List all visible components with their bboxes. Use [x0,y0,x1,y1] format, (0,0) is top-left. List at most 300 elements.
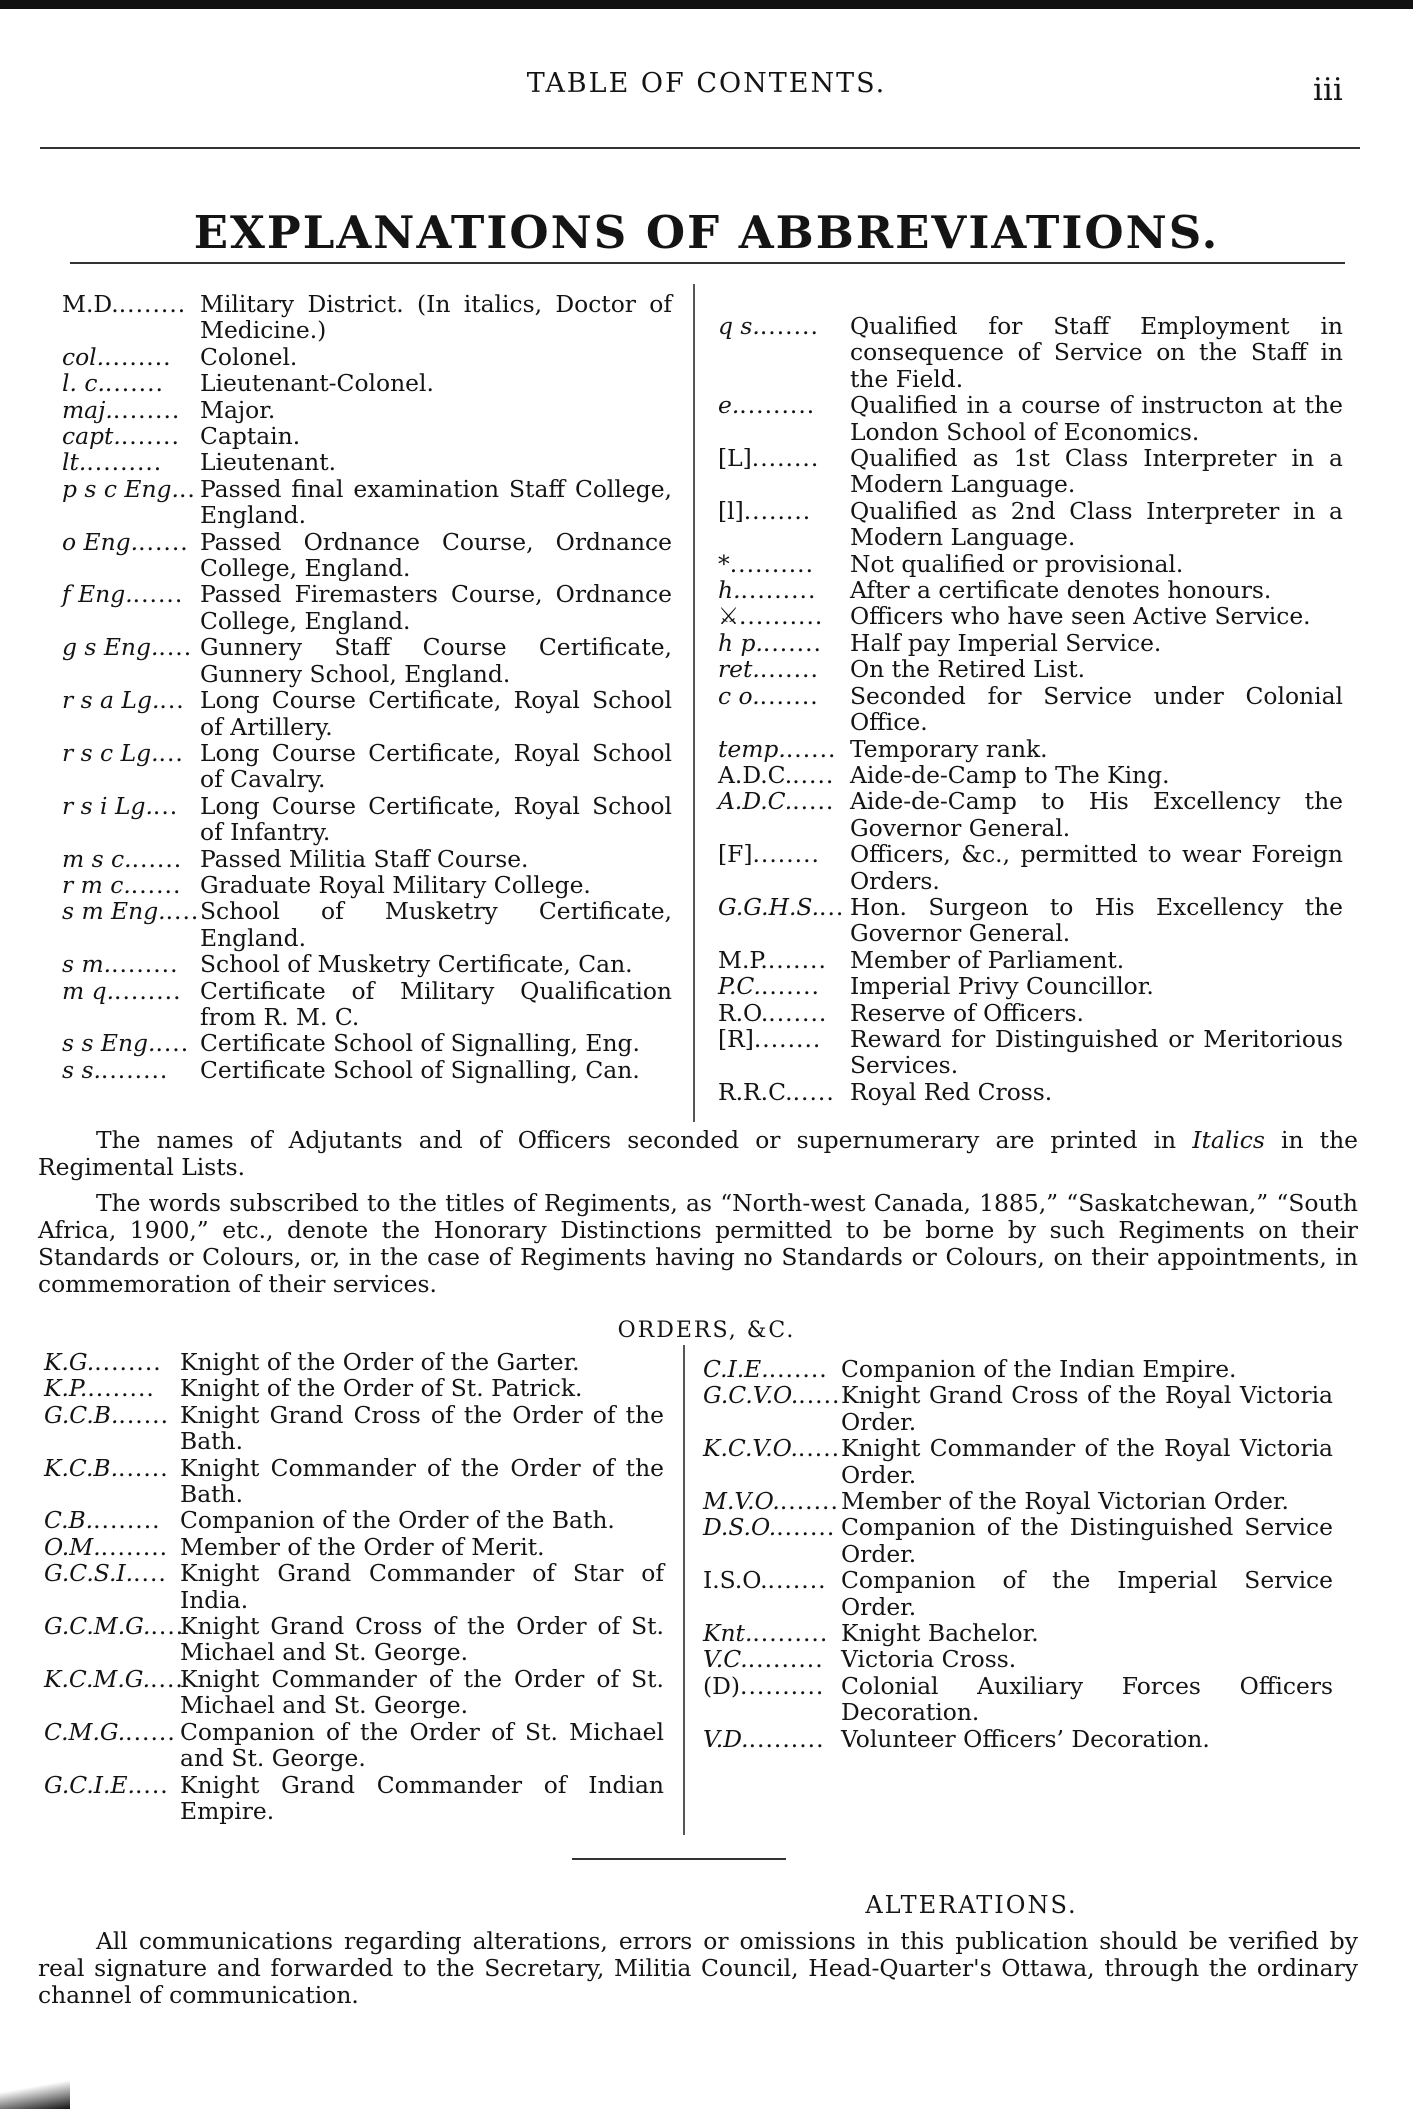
abbreviation [718,736,850,762]
column-divider [693,284,695,1122]
abbreviations-right-entry [718,630,1343,656]
definition: Knight Commander of the Royal Victoria Order. [841,1434,1333,1489]
abbreviations-left-entry [62,687,672,740]
leader-dots: .... [133,1559,167,1588]
abbreviation [718,630,850,656]
definition: Seconded for Service under Colonial Office. [850,681,1343,737]
leader-dots: ........ [94,1348,162,1376]
italics-note [38,1127,1358,1181]
abbreviation-code: K.P. [44,1374,88,1403]
orders-right-entry [703,1620,1333,1646]
definition: Qualified as 2nd Class Interpreter in a Modern Language. [850,496,1343,552]
leader-dots: ....... [759,312,819,340]
leader-dots: ......... [740,576,817,605]
definition: Passed final examination Staff College, England. [200,474,672,530]
orders-right-entry [703,1646,1333,1672]
definition: Aide-de-Camp to The King. [850,760,1170,789]
abbreviations-left-entry [62,846,672,872]
abbreviations-right-entry [718,683,1343,736]
leader-dots: ....... [759,681,819,710]
definition: Knight of the Order of St. Patrick. [180,1374,583,1403]
page-title: EXPLANATIONS OF ABBREVIATIONS. [193,206,1220,259]
leader-dots: ........ [100,1055,169,1084]
abbreviation [62,529,200,555]
abbreviations-left-column [62,291,672,1083]
orders-left-entry [44,1402,664,1455]
abbreviation [62,872,200,898]
definition: School of Musketry Certificate, England. [200,897,672,952]
orders-right-entry [703,1356,1333,1382]
definition: Royal Red Cross. [850,1077,1053,1106]
abbreviation [44,1664,184,1693]
title-rule [70,262,1345,264]
abbreviation [62,449,200,475]
abbreviation-code: temp. [718,734,786,763]
definition: Qualified for Staff Employment in consequence of Service on the Staff in the Field. [850,312,1343,393]
abbreviation-code: D.S.O. [703,1513,777,1542]
definition: Knight of the Order of the Garter. [180,1348,580,1376]
definition: Gunnery Staff Course Certificate, Gunnery School, England. [200,633,672,688]
definition: Member of Parliament. [850,945,1125,974]
definition: Certificate School of Signalling, Can. [200,1055,640,1084]
definition: Major. [200,395,276,424]
section-rule [572,1858,786,1860]
abbreviations-left-entry [62,1057,672,1083]
definition: Qualified in a course of instructon at the London School of Economics. [850,391,1343,446]
abbreviation [718,656,850,682]
abbreviation-code: e. [718,391,740,420]
abbreviation [62,344,200,370]
abbreviation-code: I.S.O. [703,1566,768,1595]
abbreviations-right-entry [718,947,1343,973]
leader-dots: ........ [87,1374,155,1403]
leader-dots: ..... [798,1381,841,1410]
abbreviations-left-entry [62,951,672,977]
definition: Military District. (In italics, Doctor of Medicine.) [200,290,672,345]
abbreviation [44,1402,180,1428]
leader-dots: ........ [752,840,820,869]
definition: Officers who have seen Active Service. [850,602,1311,631]
abbreviation-code: Knt. [703,1619,753,1648]
abbreviation-code: C.M.G. [44,1717,126,1746]
orders-right-entry [703,1382,1333,1435]
orders-left-entry [44,1507,664,1533]
definition: Long Course Certificate, Royal School of Artillery. [200,686,672,741]
leader-dots: ......... [748,1724,825,1753]
definition: Long Course Certificate, Royal School of Infantry. [200,791,672,847]
definition: Member of the Order of Merit. [180,1532,545,1561]
abbreviation-code: R.R.C. [718,1077,793,1106]
page-top-edge [0,0,1413,9]
definition: Certificate School of Signalling, Eng. [200,1029,640,1058]
abbreviation-code: K.C.V.O. [703,1434,798,1463]
abbreviation-code: P.C. [718,972,761,1001]
abbreviation [703,1620,841,1646]
abbreviation [62,291,200,317]
orders-left-entry [44,1534,664,1560]
abbreviation [718,683,850,709]
orders-right-entry [703,1726,1333,1752]
abbreviation [703,1356,841,1382]
leader-dots: .......... [738,602,824,631]
abbreviation-code: A.D.C. [718,760,793,789]
running-head: TABLE OF CONTENTS. [526,68,887,99]
abbreviation-code: col. [62,342,105,371]
abbreviation-code: G.C.M.G. [44,1612,151,1641]
definition: Qualified as 1st Class Interpreter in a Modern Language. [850,444,1343,499]
abbreviation [62,793,200,819]
abbreviation-code: o Eng. [62,527,139,556]
italics-note-text: The names of Adjutants and of Officers seconded or supernumerary are printed in Italics in the Regimental Lists. [38,1126,1358,1181]
alterations-heading: ALTERATIONS. [865,1891,1078,1919]
definition: Companion of the Order of the Bath. [180,1506,615,1535]
abbreviation [44,1375,180,1401]
abbreviation [44,1719,180,1745]
leader-dots: ........ [118,290,187,318]
page-edge-shadow [0,2073,70,2109]
definition: Volunteer Officers’ Decoration. [841,1724,1210,1753]
abbreviation-code: G.C.B. [44,1400,119,1429]
abbreviation-code: r s c Lg. [62,738,159,767]
abbreviation [44,1772,180,1798]
abbreviations-right-entry [718,788,1343,841]
abbreviation-code: q s. [718,312,760,340]
abbreviation [703,1726,841,1752]
abbreviation [718,498,850,524]
abbreviation-code: K.G. [44,1348,95,1376]
definition: Knight Grand Cross of the Order of the Bath. [180,1400,664,1456]
leader-dots: ....... [776,1513,836,1542]
abbreviations-right-entry [718,445,1343,498]
definition: On the Retired List. [850,655,1086,684]
abbreviation-code: M.D. [62,290,119,318]
abbreviation-code: C.B. [44,1506,94,1535]
abbreviations-right-entry [718,603,1343,629]
orders-left-entry [44,1455,664,1508]
leader-dots: .......... [740,1671,825,1700]
abbreviations-right-entry [718,313,1343,392]
leader-dots: .... [150,1664,184,1693]
abbreviation-code: G.C.S.I. [44,1559,134,1588]
leader-dots: ....... [768,1355,828,1383]
abbreviation-code: h p. [718,628,763,657]
abbreviation-code: G.C.I.E. [44,1770,135,1799]
abbreviations-left-entry [62,370,672,396]
definition: Not qualified or provisional. [850,549,1184,578]
definition: Aide-de-Camp to His Excellency the Governor General. [850,787,1343,842]
definition: Hon. Surgeon to His Excellency the Governor General. [850,892,1343,948]
abbreviations-left-entry [62,1030,672,1056]
leader-dots: ...... [132,580,184,609]
abbreviation [44,1455,180,1481]
leader-dots: ....... [767,945,827,974]
abbreviation [703,1673,841,1699]
abbreviation [718,788,850,814]
abbreviation [62,898,200,924]
abbreviations-right-entry [718,551,1343,577]
leader-dots: ....... [767,1566,827,1595]
definition: School of Musketry Certificate, Can. [200,950,633,979]
definition: Reward for Distinguished or Meritorious Services. [850,1024,1343,1080]
abbreviations-left-entry [62,291,672,344]
abbreviation [718,577,850,603]
leader-dots: ........ [112,395,181,424]
leader-dots: .... [150,1612,185,1641]
abbreviation [62,846,200,872]
abbreviation-code: K.C.B. [44,1453,119,1482]
abbreviation [718,551,850,577]
abbreviation [718,392,850,418]
leader-dots: ........ [114,976,182,1005]
abbreviation [62,370,200,396]
abbreviation-code: g s Eng. [62,633,159,662]
orders-right-entry [703,1567,1333,1620]
definition: Graduate Royal Military College. [200,870,591,899]
abbreviation [718,313,850,339]
leader-dots: ....... [762,628,822,657]
abbreviation-code: * [718,549,730,578]
alterations-text: All communications regarding alterations, errors or omissions in this publication should be verified by real signature and forwarded to the Secretary, Militia Council, Head-Quarter's Ottawa, through the ordinary channel of communication. [38,1927,1358,2009]
abbreviation-code: R.O. [718,998,769,1027]
abbreviations-left-entry [62,978,672,1031]
definition: Passed Firemasters Course, Ordnance College, England. [200,580,672,635]
definition: Knight Commander of the Order of St. Michael and St. George. [180,1664,664,1720]
orders-right-entry [703,1435,1333,1488]
abbreviation [718,1079,850,1105]
abbreviations-left-entry [62,476,672,529]
abbreviations-left-entry [62,581,672,634]
abbreviations-left-entry [62,397,672,423]
abbreviation [44,1507,180,1533]
leader-dots: ..... [797,1434,841,1463]
definition: Captain. [200,422,301,451]
abbreviation-code: r m c. [62,870,131,899]
abbreviation [718,1026,850,1052]
leader-dots: ....... [120,422,180,451]
leader-dots: ....... [779,1487,839,1516]
definition: Reserve of Officers. [850,998,1084,1027]
abbreviation [44,1349,180,1375]
leader-dots: ... [159,686,185,715]
abbreviations-right-entry [718,577,1343,603]
abbreviation-code: M.V.O. [703,1487,780,1516]
abbreviation-code: [l] [718,496,744,525]
definition: Passed Militia Staff Course. [200,844,529,873]
leader-dots: .... [155,1029,190,1058]
leader-dots: ... [158,738,184,767]
abbreviations-left-entry [62,529,672,582]
abbreviation [718,973,850,999]
definition: Knight Bachelor. [841,1619,1039,1648]
orders-left-entry [44,1666,664,1719]
orders-left-entry [44,1613,664,1666]
abbreviations-right-entry [718,1079,1343,1105]
definition: Knight Commander of the Order of the Bath. [180,1453,664,1509]
honours-note: The words subscribed to the titles of Regiments, as “North-west Canada, 1885,” “Saskatchewan,” “South Africa, 1900,” etc., denote the Honorary Distinctions permitted to be borne by such Regiments on their Standards or Colours, or, in the case of Regiments having no Standards or Colours, on their appointments, in commemoration of their services. [38,1189,1358,1298]
abbreviations-left-entry [62,740,672,793]
orders-heading: ORDERS, &C. [617,1318,796,1343]
abbreviation [703,1435,841,1461]
leader-dots: ..... [792,1077,835,1106]
abbreviation-code: M.P. [718,945,768,974]
abbreviation-code: [F] [718,840,753,869]
leader-dots: ...... [785,734,837,763]
leader-dots: ........ [100,1532,169,1561]
abbreviation-code: r s i Lg. [62,791,153,820]
definition: Certificate of Military Qualification from R. M. C. [200,976,672,1031]
abbreviations-right-column [718,313,1343,1105]
abbreviations-right-entry [718,656,1343,682]
leader-dots: ...... [138,527,189,556]
definition: Half pay Imperial Service. [850,628,1162,657]
leader-dots: ........ [111,950,179,979]
abbreviations-right-entry [718,841,1343,894]
abbreviation-code: ⚔ [718,602,739,631]
leader-dots: .. [178,474,196,503]
leader-dots: ... [819,892,845,921]
abbreviations-right-entry [718,736,1343,762]
abbreviation-code: s m Eng. [62,897,166,926]
abbreviation [703,1514,841,1540]
abbreviation-code: V.D. [703,1724,749,1753]
abbreviations-right-entry [718,973,1343,999]
orders-right-entry [703,1514,1333,1567]
abbreviation [703,1646,841,1672]
abbreviations-right-entry [718,498,1343,551]
abbreviation [62,1030,200,1056]
definition: Officers, &c., permitted to wear Foreign Orders. [850,840,1343,895]
leader-dots: ...... [131,844,183,873]
abbreviation [62,476,200,502]
leader-dots: ..... [792,787,835,816]
definition: Passed Ordnance Course, Ordnance College, England. [200,527,672,583]
abbreviation [718,841,850,867]
definition: Member of the Royal Victorian Order. [841,1487,1289,1516]
leader-dots: ..... [792,760,835,789]
abbreviation [44,1612,185,1641]
abbreviation [62,397,200,423]
leader-dots: .... [165,897,200,926]
leader-dots: ....... [104,369,164,398]
abbreviation-code: r s a Lg. [62,686,160,715]
leader-dots: ......... [739,391,816,420]
orders-left-entry [44,1719,664,1772]
orders-left-entry [44,1560,664,1613]
abbreviation-code: m q. [62,976,115,1005]
abbreviation [62,581,200,607]
definition: Imperial Privy Councillor. [850,972,1154,1001]
definition: Victoria Cross. [841,1645,1017,1674]
leader-dots: ........ [93,1506,161,1535]
abbreviation-code: [L] [718,444,752,473]
leader-dots: ....... [759,655,819,684]
abbreviation [62,978,200,1004]
abbreviation-code: lt. [62,448,87,477]
definition: Colonial Auxiliary Forces Officers Decoration. [841,1671,1333,1727]
leader-dots: ......... [86,448,163,477]
definition: Companion of the Distinguished Service Order. [841,1513,1333,1568]
abbreviation [62,951,200,977]
definition: Lieutenant. [200,448,337,477]
leader-dots: ...... [118,1400,170,1429]
leader-dots: ...... [118,1453,169,1482]
abbreviation-code: s m. [62,950,112,979]
definition: Temporary rank. [850,734,1048,763]
abbreviation [62,423,200,449]
abbreviation [718,1000,850,1026]
abbreviation [718,603,850,629]
definition: After a certificate denotes honours. [850,576,1272,605]
orders-left-column [44,1349,664,1824]
header-rule [40,147,1360,149]
leader-dots: .... [158,633,193,662]
leader-dots: .... [134,1770,169,1799]
abbreviation [44,1560,180,1586]
abbreviation [62,687,200,713]
leader-dots: ......... [752,1619,829,1648]
orders-right-column [703,1356,1333,1752]
orders-left-entry [44,1772,664,1825]
abbreviation [44,1534,180,1560]
abbreviation-code: f Eng. [62,580,133,609]
orders-right-entry [703,1488,1333,1514]
abbreviations-left-entry [62,872,672,898]
leader-dots: ...... [130,870,182,899]
abbreviation-code: O.M. [44,1532,101,1561]
abbreviations-left-entry [62,423,672,449]
definition: Colonel. [200,342,298,371]
abbreviation [718,445,850,471]
abbreviation-code: (D) [703,1671,741,1700]
abbreviation-code: m s c. [62,844,132,873]
page-number: iii [1313,72,1343,108]
abbreviations-right-entry [718,392,1343,445]
leader-dots: .......... [729,549,815,578]
orders-column-divider [683,1345,685,1835]
definition: Lieutenant-Colonel. [200,369,434,398]
abbreviation-code: K.C.M.G. [44,1664,151,1693]
italics-word: Italics [1192,1126,1265,1154]
orders-left-entry [44,1375,664,1401]
definition: Knight Grand Cross of the Royal Victoria Order. [841,1381,1333,1436]
abbreviation [703,1382,841,1408]
orders-right-entry [703,1673,1333,1726]
abbreviation [62,740,200,766]
abbreviation-code: G.G.H.S. [718,892,820,921]
abbreviations-left-entry [62,634,672,687]
abbreviation-code: ret. [718,655,760,684]
definition: Long Course Certificate, Royal School of Cavalry. [200,738,672,794]
leader-dots: ........ [104,342,172,371]
abbreviation-code: V.C. [703,1645,748,1674]
abbreviation-code: s s. [62,1055,101,1084]
leader-dots: ....... [760,972,820,1001]
abbreviation-code: c o. [718,681,760,710]
definition: Companion of the Order of St. Michael and St. George. [180,1717,664,1773]
abbreviation-code: C.I.E. [703,1355,769,1383]
abbreviations-left-entry [62,898,672,951]
leader-dots: ...... [125,1717,176,1746]
definition: Knight Grand Cross of the Order of St. Michael and St. George. [180,1612,664,1667]
abbreviation-code: l. c. [62,369,105,398]
leader-dots: ........ [751,444,820,473]
abbreviation-code: G.C.V.O. [703,1381,799,1410]
definition: Knight Grand Commander of Star of India. [180,1559,664,1614]
abbreviations-right-entry [718,894,1343,947]
orders-left-entry [44,1349,664,1375]
abbreviation [718,947,850,973]
abbreviation [62,1057,200,1083]
